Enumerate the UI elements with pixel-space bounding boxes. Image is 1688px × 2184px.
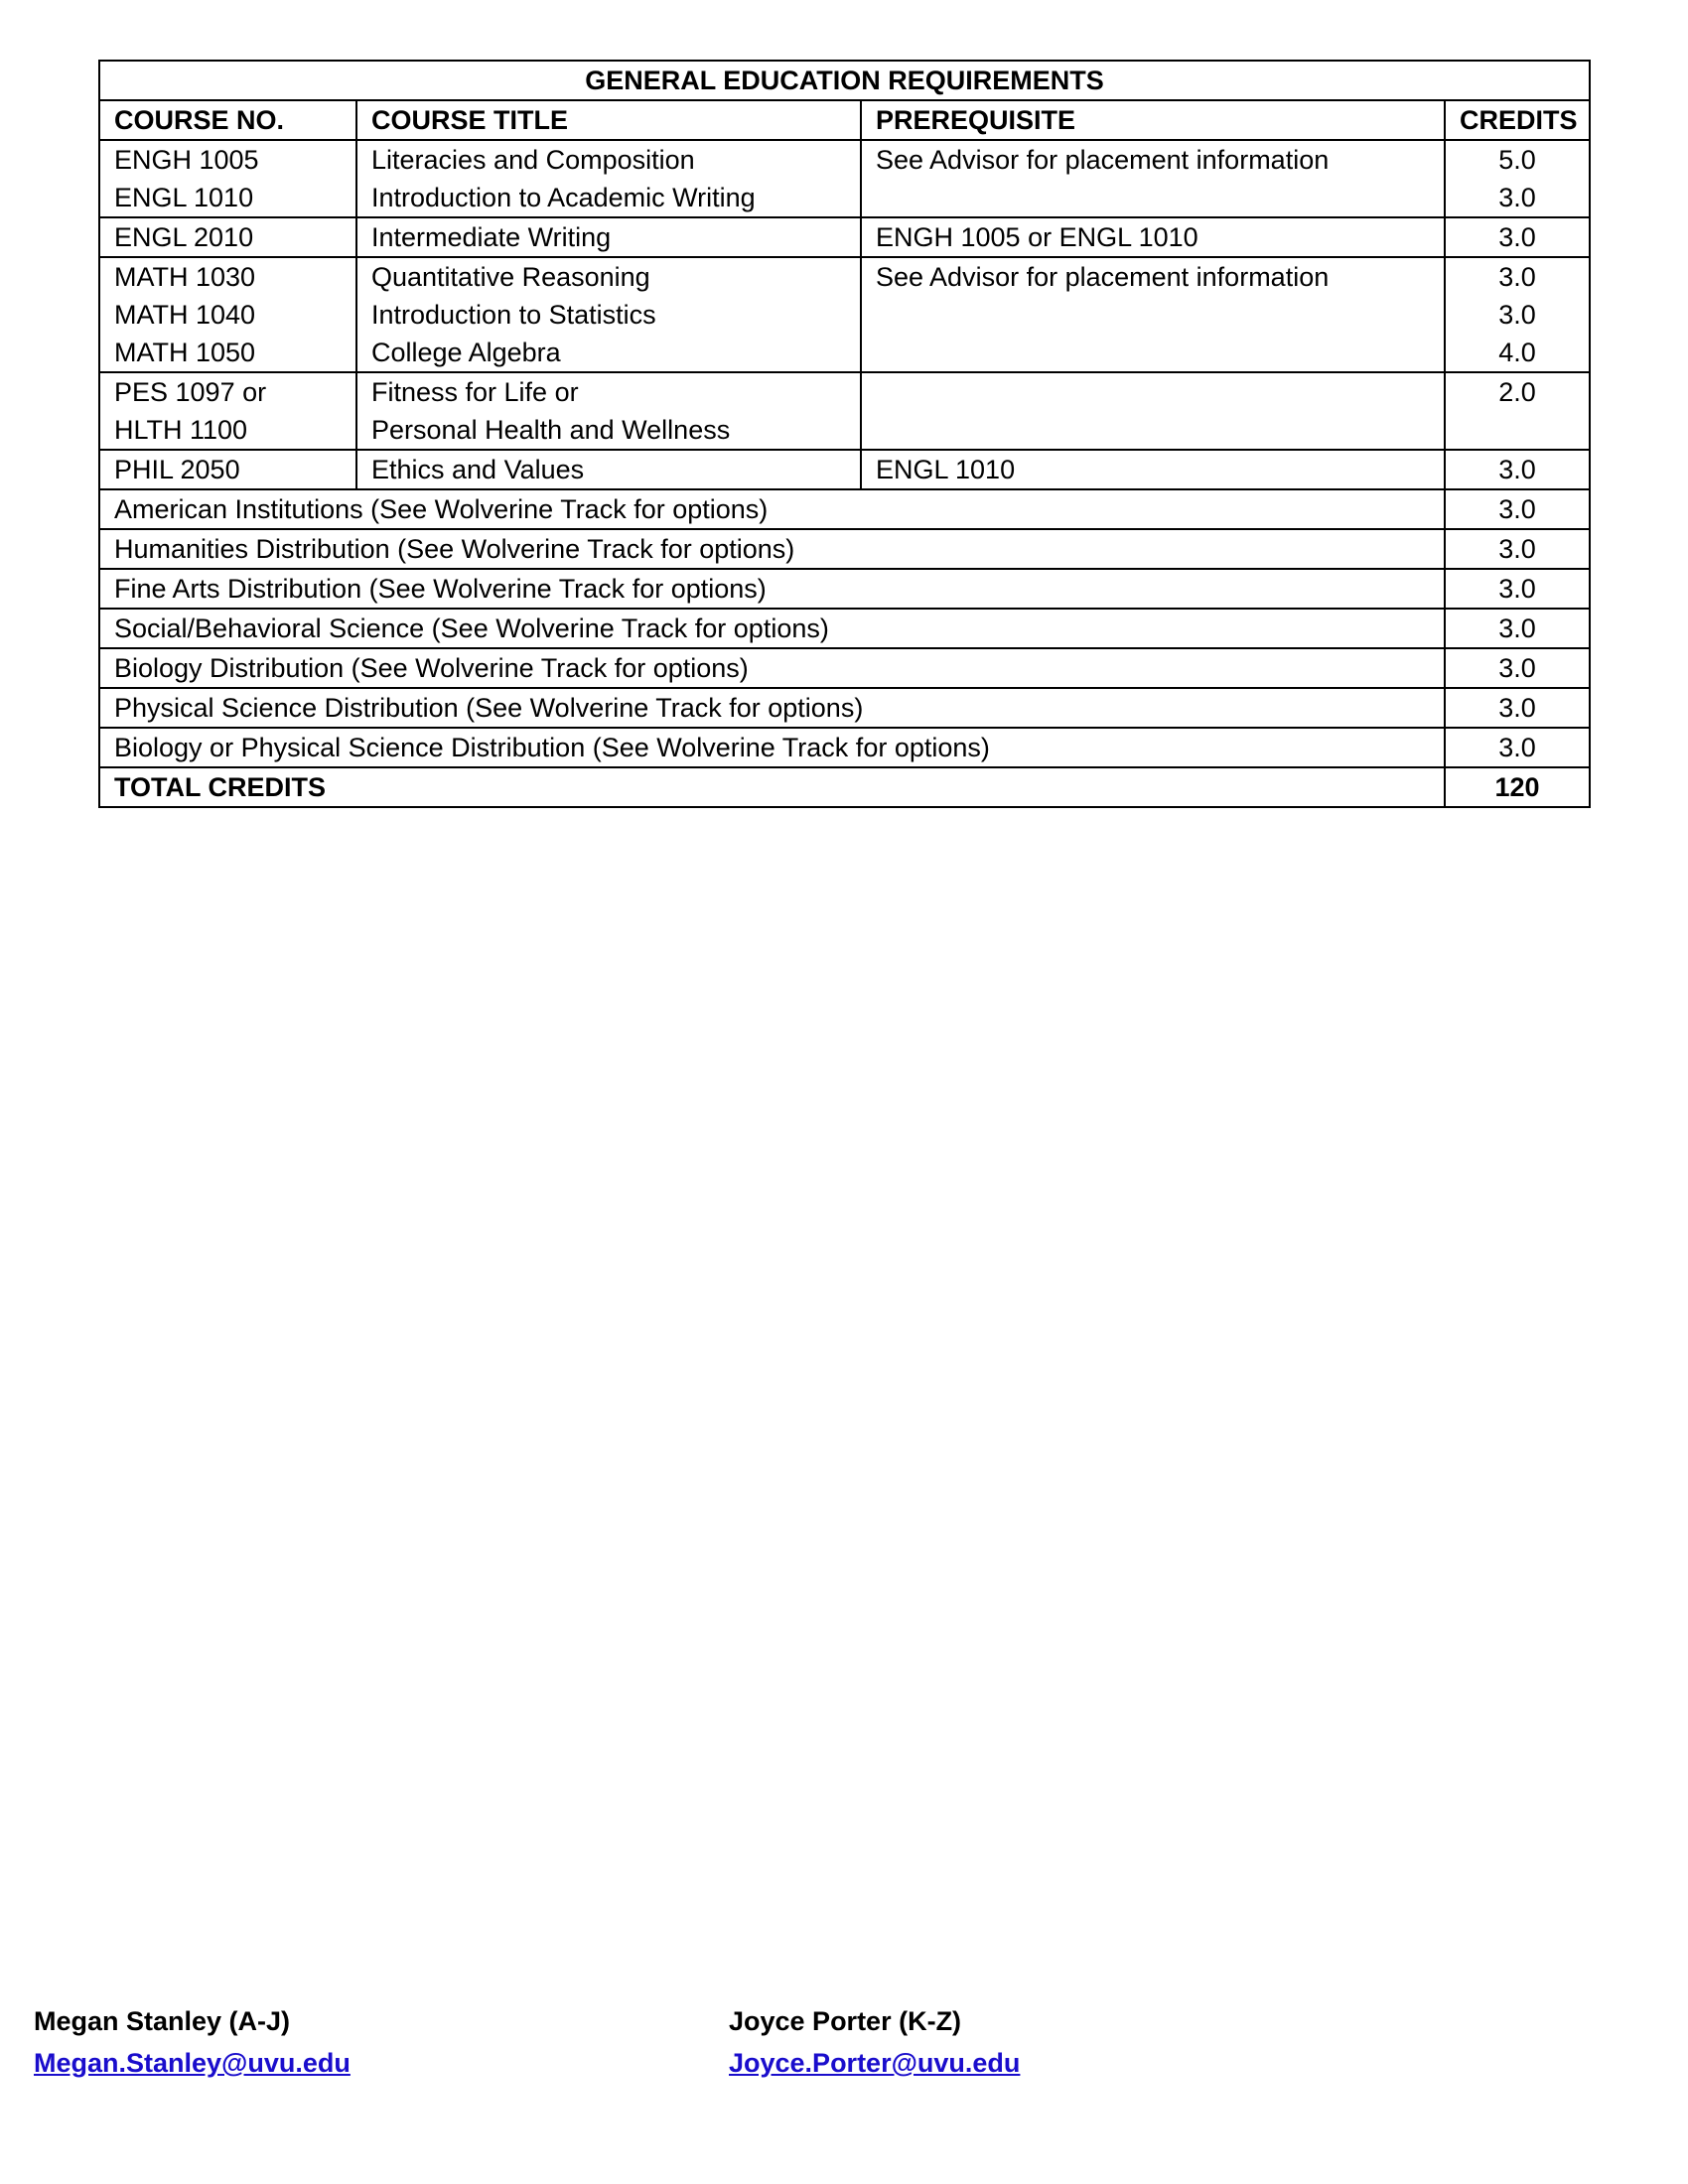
course-no: PHIL 2050 — [114, 455, 240, 484]
credits: 4.0 — [1498, 338, 1536, 367]
distribution-row — [99, 569, 1590, 609]
distribution-credits: 3.0 — [1445, 529, 1590, 569]
course-no-cell — [99, 140, 356, 217]
course-title-cell — [356, 257, 861, 372]
contact-email-link[interactable]: Megan.Stanley@uvu.edu — [34, 2048, 351, 2078]
distribution-row — [99, 688, 1590, 728]
course-title: Fitness for Life or — [371, 377, 579, 407]
prerequisite-cell — [861, 372, 1445, 450]
course-title: College Algebra — [371, 338, 561, 367]
credits: 3.0 — [1498, 222, 1536, 252]
credits: 3.0 — [1498, 300, 1536, 330]
credits-cell — [1445, 257, 1590, 372]
header-course-title: COURSE TITLE — [356, 100, 861, 140]
distribution-label: Fine Arts Distribution (See Wolverine Track for options) — [99, 569, 1445, 609]
distribution-credits: 3.0 — [1445, 489, 1590, 529]
credits: 5.0 — [1498, 145, 1536, 175]
course-no-cell — [99, 372, 356, 450]
course-row — [99, 217, 1590, 257]
course-no: MATH 1040 — [114, 300, 256, 330]
course-no: PES 1097 or — [114, 377, 267, 407]
course-title-cell — [356, 217, 861, 257]
prerequisite-cell — [861, 450, 1445, 489]
course-no: ENGL 1010 — [114, 183, 254, 212]
course-title: Intermediate Writing — [371, 222, 612, 252]
table-title: GENERAL EDUCATION REQUIREMENTS — [99, 61, 1590, 100]
course-title: Ethics and Values — [371, 455, 585, 484]
distribution-label: Physical Science Distribution (See Wolverine Track for options) — [99, 688, 1445, 728]
total-credits: 120 — [1445, 767, 1590, 807]
total-row — [99, 767, 1590, 807]
distribution-credits: 3.0 — [1445, 569, 1590, 609]
credits: 2.0 — [1498, 377, 1536, 407]
header-prerequisite: PREREQUISITE — [861, 100, 1445, 140]
table-title-row — [99, 61, 1590, 100]
credits: 3.0 — [1498, 262, 1536, 292]
distribution-row — [99, 728, 1590, 767]
prerequisite-cell — [861, 257, 1445, 372]
course-row — [99, 372, 1590, 450]
course-no: MATH 1050 — [114, 338, 256, 367]
header-credits: CREDITS — [1445, 100, 1590, 140]
contact-name: Megan Stanley (A-J) — [34, 2006, 291, 2036]
prerequisite-cell — [861, 217, 1445, 257]
distribution-label: Biology Distribution (See Wolverine Track for options) — [99, 648, 1445, 688]
course-no-cell — [99, 450, 356, 489]
course-no-cell — [99, 217, 356, 257]
course-no: MATH 1030 — [114, 262, 256, 292]
header-course-no: COURSE NO. — [99, 100, 356, 140]
credits-cell — [1445, 372, 1590, 450]
credits: 3.0 — [1498, 183, 1536, 212]
prerequisite: ENGL 1010 — [876, 455, 1016, 484]
distribution-credits: 3.0 — [1445, 609, 1590, 648]
credits-cell — [1445, 217, 1590, 257]
contact-email-link[interactable]: Joyce.Porter@uvu.edu — [729, 2048, 1021, 2078]
prerequisite: See Advisor for placement information — [876, 262, 1330, 292]
credits: 3.0 — [1498, 455, 1536, 484]
distribution-label: Humanities Distribution (See Wolverine Track for options) — [99, 529, 1445, 569]
course-title-cell — [356, 372, 861, 450]
prerequisite-cell — [861, 140, 1445, 217]
contact-name: Joyce Porter (K-Z) — [729, 2006, 962, 2036]
course-row — [99, 450, 1590, 489]
credits-cell — [1445, 140, 1590, 217]
distribution-row — [99, 609, 1590, 648]
distribution-row — [99, 529, 1590, 569]
total-label: TOTAL CREDITS — [99, 767, 1445, 807]
course-title: Personal Health and Wellness — [371, 415, 731, 445]
contact-left — [34, 2000, 351, 2084]
course-no-cell — [99, 257, 356, 372]
course-title-cell — [356, 140, 861, 217]
course-row — [99, 257, 1590, 372]
prerequisite: ENGH 1005 or ENGL 1010 — [876, 222, 1198, 252]
prerequisite: See Advisor for placement information — [876, 145, 1330, 175]
distribution-credits: 3.0 — [1445, 728, 1590, 767]
course-no: ENGL 2010 — [114, 222, 254, 252]
course-title: Introduction to Statistics — [371, 300, 656, 330]
course-title: Quantitative Reasoning — [371, 262, 650, 292]
contact-right — [729, 2000, 1020, 2084]
distribution-credits: 3.0 — [1445, 688, 1590, 728]
distribution-row — [99, 648, 1590, 688]
course-title: Introduction to Academic Writing — [371, 183, 756, 212]
course-row — [99, 140, 1590, 217]
distribution-label: Social/Behavioral Science (See Wolverine Track for options) — [99, 609, 1445, 648]
credits-cell — [1445, 450, 1590, 489]
course-title: Literacies and Composition — [371, 145, 695, 175]
distribution-label: American Institutions (See Wolverine Track for options) — [99, 489, 1445, 529]
distribution-row — [99, 489, 1590, 529]
table-header-row — [99, 100, 1590, 140]
general-education-table — [98, 60, 1591, 808]
course-title-cell — [356, 450, 861, 489]
distribution-credits: 3.0 — [1445, 648, 1590, 688]
course-no: HLTH 1100 — [114, 415, 248, 445]
distribution-label: Biology or Physical Science Distribution (See Wolverine Track for options) — [99, 728, 1445, 767]
course-no: ENGH 1005 — [114, 145, 259, 175]
